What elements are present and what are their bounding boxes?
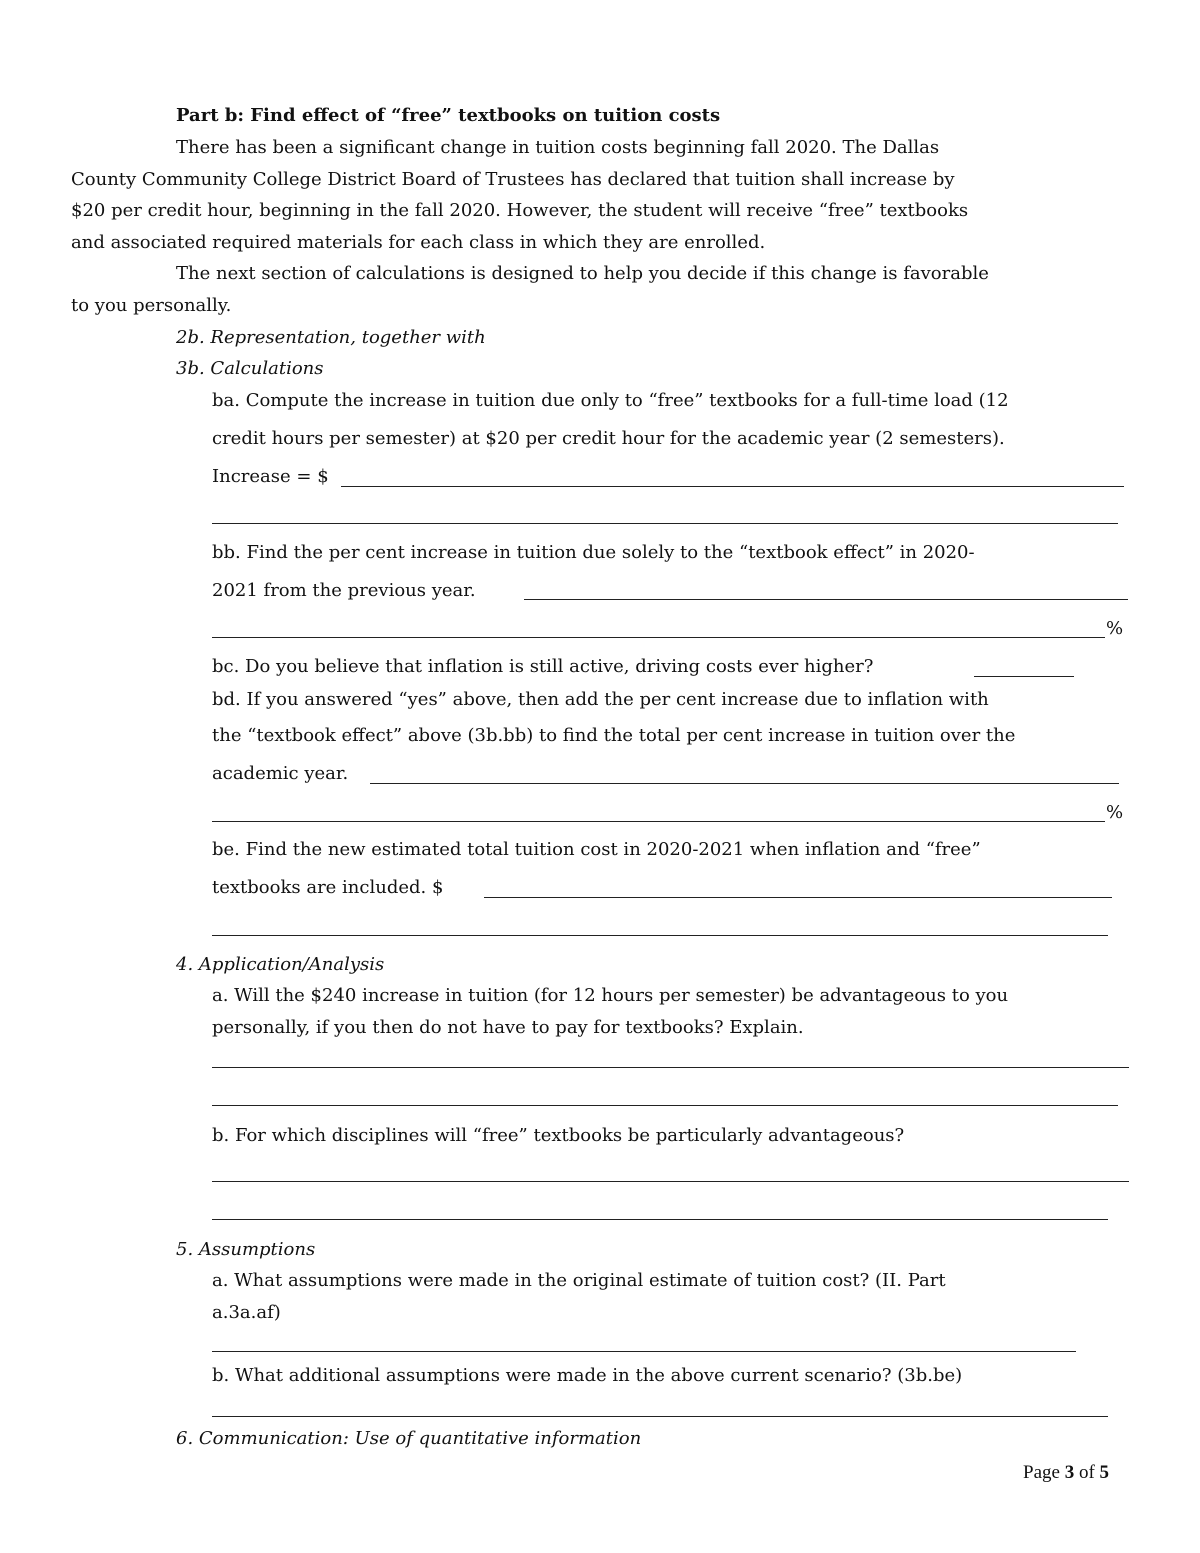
percent-sign-bd: % bbox=[1106, 802, 1124, 823]
answer-line-bb-1[interactable] bbox=[524, 599, 1128, 600]
page-label: Page bbox=[1023, 1462, 1060, 1483]
intro-line-3: $20 per credit hour, beginning in the fall 2020. However, the student will receive “free” textbooks bbox=[71, 200, 969, 221]
intro2-line-2: to you personally. bbox=[71, 295, 232, 316]
answer-line-5a[interactable] bbox=[212, 1351, 1076, 1352]
current-page: 3 bbox=[1064, 1462, 1075, 1483]
question-bd-line-1: bd. If you answered “yes” above, then add the per cent increase due to inflation with bbox=[212, 689, 989, 710]
question-bd-line-2: the “textbook effect” above (3b.bb) to find the total per cent increase in tuition over the bbox=[212, 725, 1016, 746]
page-of-label: of bbox=[1078, 1462, 1095, 1483]
question-4b-line-1: b. For which disciplines will “free” textbooks be particularly advantageous? bbox=[212, 1125, 905, 1146]
question-ba-line-1: ba. Compute the increase in tuition due only to “free” textbooks for a full-time load (12 bbox=[212, 390, 1009, 411]
question-ba-line-2: credit hours per semester) at $20 per credit hour for the academic year (2 semesters). bbox=[212, 428, 1005, 449]
total-pages: 5 bbox=[1099, 1462, 1110, 1483]
answer-line-4b-2[interactable] bbox=[212, 1219, 1108, 1220]
section-6-heading: 6. Communication: Use of quantitative information bbox=[176, 1428, 642, 1449]
answer-line-4b-1[interactable] bbox=[212, 1181, 1129, 1182]
answer-line-4a-2[interactable] bbox=[212, 1105, 1118, 1106]
question-bc-line-1: bc. Do you believe that inflation is still active, driving costs ever higher? bbox=[212, 656, 874, 677]
question-bb-line-2: 2021 from the previous year. bbox=[212, 580, 476, 601]
intro-line-1: There has been a significant change in tuition costs beginning fall 2020. The Dallas bbox=[176, 137, 940, 158]
answer-line-bb-2[interactable] bbox=[212, 637, 1105, 638]
section-2b-heading: 2b. Representation, together with bbox=[176, 327, 486, 348]
part-b-heading: Part b: Find effect of “free” textbooks on tuition costs bbox=[176, 105, 721, 126]
page-number bbox=[1023, 1461, 1109, 1485]
answer-line-be-2[interactable] bbox=[212, 935, 1108, 936]
question-5b-line-1: b. What additional assumptions were made in the above current scenario? (3b.be) bbox=[212, 1365, 963, 1386]
section-4-heading: 4. Application/Analysis bbox=[176, 954, 385, 975]
question-4a-line-1: a. Will the $240 increase in tuition (for 12 hours per semester) be advantageous to you bbox=[212, 985, 1009, 1006]
answer-line-4a-1[interactable] bbox=[212, 1067, 1129, 1068]
answer-line-bd-2[interactable] bbox=[212, 821, 1105, 822]
question-5a-line-1: a. What assumptions were made in the original estimate of tuition cost? (II. Part bbox=[212, 1270, 946, 1291]
answer-line-ba-2[interactable] bbox=[212, 523, 1118, 524]
intro-line-4: and associated required materials for each class in which they are enrolled. bbox=[71, 232, 766, 253]
section-5-heading: 5. Assumptions bbox=[176, 1239, 316, 1260]
answer-line-5b[interactable] bbox=[212, 1416, 1108, 1417]
section-3b-heading: 3b. Calculations bbox=[176, 358, 324, 379]
answer-line-ba-1[interactable] bbox=[341, 486, 1124, 487]
question-be-line-2: textbooks are included. $ bbox=[212, 877, 444, 898]
answer-line-be-1[interactable] bbox=[484, 897, 1112, 898]
question-ba-line-3: Increase = $ bbox=[212, 466, 329, 487]
question-be-line-1: be. Find the new estimated total tuition cost in 2020-2021 when inflation and “free” bbox=[212, 839, 981, 860]
question-bd-line-3: academic year. bbox=[212, 763, 349, 784]
percent-sign-bb: % bbox=[1106, 618, 1124, 639]
question-bb-line-1: bb. Find the per cent increase in tuition due solely to the “textbook effect” in 2020- bbox=[212, 542, 975, 563]
answer-line-bd-1[interactable] bbox=[370, 783, 1119, 784]
question-4a-line-2: personally, if you then do not have to pay for textbooks? Explain. bbox=[212, 1017, 804, 1038]
intro2-line-1: The next section of calculations is designed to help you decide if this change is favorable bbox=[176, 263, 989, 284]
intro-line-2: County Community College District Board of Trustees has declared that tuition shall increase by bbox=[71, 169, 955, 190]
answer-line-bc[interactable] bbox=[974, 676, 1074, 677]
question-5a-line-2: a.3a.af) bbox=[212, 1302, 281, 1323]
